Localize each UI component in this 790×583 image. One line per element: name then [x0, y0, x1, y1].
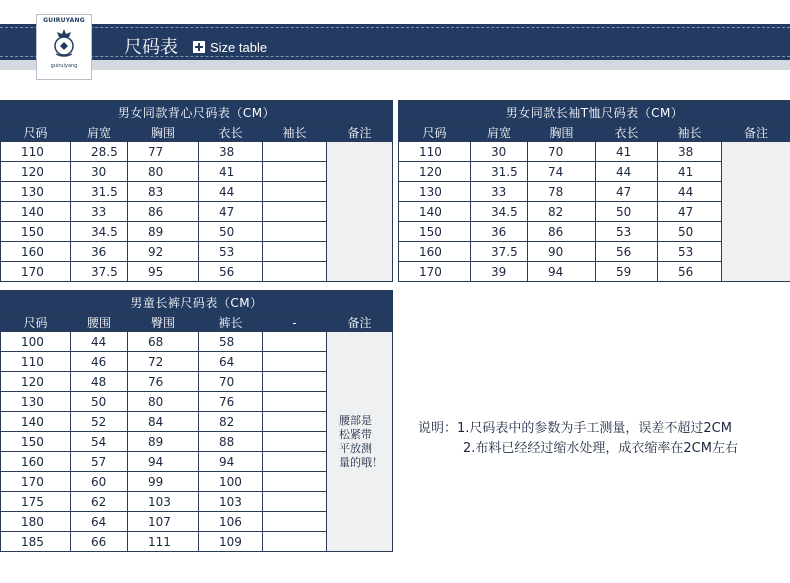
- table-cell: 59: [596, 262, 658, 282]
- table-cell: 48: [71, 372, 128, 392]
- table-cell: 99: [128, 472, 199, 492]
- table-cell: 41: [658, 162, 722, 182]
- column-header: 肩宽: [71, 124, 128, 142]
- column-header: 胸围: [528, 124, 596, 142]
- column-header: 肩宽: [471, 124, 528, 142]
- table-cell: 39: [471, 262, 528, 282]
- plus-icon: [193, 41, 205, 53]
- table-cell: 100: [199, 472, 263, 492]
- table-cell: 74: [528, 162, 596, 182]
- table-cell: 52: [71, 412, 128, 432]
- explanation-line-1: 说明：1.尺码表中的参数为手工测量，误差不超过2CM: [418, 421, 732, 436]
- table-cell: 36: [71, 242, 128, 262]
- table-cell: 47: [199, 202, 263, 222]
- table-cell: 53: [658, 242, 722, 262]
- table-cell: [263, 412, 327, 432]
- column-header: 裤长: [199, 314, 263, 332]
- remark-line: 量的哦！: [339, 455, 383, 469]
- table-cell: 111: [128, 532, 199, 552]
- table-cell: 170: [399, 262, 471, 282]
- table-cell: 56: [199, 262, 263, 282]
- table-cell: 57: [71, 452, 128, 472]
- table-cell: 83: [128, 182, 199, 202]
- table-cell: 50: [71, 392, 128, 412]
- table-cell: 150: [1, 222, 71, 242]
- table-caption: 男童长裤尺码表（CM）: [1, 291, 393, 314]
- table-cell: 175: [1, 492, 71, 512]
- table-cell: 150: [399, 222, 471, 242]
- table-cell: 72: [128, 352, 199, 372]
- table-cell: 80: [128, 162, 199, 182]
- table-cell: 82: [528, 202, 596, 222]
- table-cell: 88: [199, 432, 263, 452]
- table-cell: [263, 472, 327, 492]
- table-row: [399, 142, 790, 162]
- table-cell: 34.5: [71, 222, 128, 242]
- table-cell: 37.5: [471, 242, 528, 262]
- table-cell: 78: [528, 182, 596, 202]
- column-header: 袖长: [263, 124, 327, 142]
- explanation-note: [418, 419, 738, 459]
- pants-size-table: [0, 290, 393, 552]
- table-cell: 38: [658, 142, 722, 162]
- table-cell: 170: [1, 472, 71, 492]
- table-cell: 53: [596, 222, 658, 242]
- table-cell: 103: [128, 492, 199, 512]
- table-cell: 41: [596, 142, 658, 162]
- column-header: 尺码: [399, 124, 471, 142]
- table-cell: 103: [199, 492, 263, 512]
- table-cell: 36: [471, 222, 528, 242]
- table-cell: 130: [1, 392, 71, 412]
- logo-text: GUIRUYANG: [43, 17, 85, 24]
- header-shadow-band: [0, 60, 790, 70]
- table-cell: 56: [596, 242, 658, 262]
- table-cell: 180: [1, 512, 71, 532]
- table-cell: 68: [128, 332, 199, 352]
- table-cell: 30: [471, 142, 528, 162]
- table-cell: 37.5: [71, 262, 128, 282]
- tshirt-size-table: [398, 100, 790, 282]
- table-cell: 31.5: [71, 182, 128, 202]
- table-cell: 38: [199, 142, 263, 162]
- remark-line: 平放测: [339, 441, 372, 455]
- table-cell: 76: [199, 392, 263, 412]
- column-header: 衣长: [596, 124, 658, 142]
- table-cell: [263, 242, 327, 262]
- table-cell: 44: [199, 182, 263, 202]
- table-cell: 110: [399, 142, 471, 162]
- remark-line: 松紧带: [339, 427, 372, 441]
- table-cell: 89: [128, 432, 199, 452]
- table-cell: [263, 532, 327, 552]
- table-cell: 130: [1, 182, 71, 202]
- table-cell: 44: [658, 182, 722, 202]
- table-cell: [263, 372, 327, 392]
- table-cell: 44: [71, 332, 128, 352]
- column-header: 臀围: [128, 314, 199, 332]
- page-subtitle: Size table: [210, 40, 268, 55]
- table-cell: [263, 182, 327, 202]
- vest-size-table: [0, 100, 393, 282]
- table-cell: 150: [1, 432, 71, 452]
- table-cell: [263, 202, 327, 222]
- page-title: 尺码表: [124, 37, 178, 58]
- table-cell: 58: [199, 332, 263, 352]
- column-header: 尺码: [1, 314, 71, 332]
- table-cell: 50: [658, 222, 722, 242]
- table-cell: 86: [528, 222, 596, 242]
- table-cell: 46: [71, 352, 128, 372]
- table-cell: 160: [399, 242, 471, 262]
- table-cell: 47: [658, 202, 722, 222]
- table-cell: [263, 262, 327, 282]
- table-cell: 33: [471, 182, 528, 202]
- table-cell: 110: [1, 142, 71, 162]
- table-cell: 50: [596, 202, 658, 222]
- header-band: [0, 24, 790, 60]
- table-cell: 80: [128, 392, 199, 412]
- table-cell: 120: [399, 162, 471, 182]
- column-header: 备注: [722, 124, 790, 142]
- table-cell: 30: [71, 162, 128, 182]
- table-cell: 50: [199, 222, 263, 242]
- table-cell: 41: [199, 162, 263, 182]
- table-cell: 120: [1, 372, 71, 392]
- table-cell: 31.5: [471, 162, 528, 182]
- table-cell: 94: [528, 262, 596, 282]
- logo-subtext: guiruiyang: [50, 63, 78, 69]
- table-cell: 140: [1, 412, 71, 432]
- table-cell: 94: [199, 452, 263, 472]
- table-cell: 140: [399, 202, 471, 222]
- table-cell: 92: [128, 242, 199, 262]
- table-cell: 70: [528, 142, 596, 162]
- column-header: 袖长: [658, 124, 722, 142]
- table-cell: 28.5: [71, 142, 128, 162]
- table-cell: 107: [128, 512, 199, 532]
- table-cell: 82: [199, 412, 263, 432]
- table-cell: 160: [1, 242, 71, 262]
- table-cell: 120: [1, 162, 71, 182]
- table-cell: 64: [199, 352, 263, 372]
- table-cell: 54: [71, 432, 128, 452]
- table-cell: [263, 392, 327, 412]
- table-cell: [263, 432, 327, 452]
- table-cell: 89: [128, 222, 199, 242]
- table-cell: 86: [128, 202, 199, 222]
- table-cell: 47: [596, 182, 658, 202]
- table-cell: [263, 452, 327, 472]
- table-cell: 76: [128, 372, 199, 392]
- table-row: [1, 332, 393, 352]
- table-cell: 140: [1, 202, 71, 222]
- table-cell: 90: [528, 242, 596, 262]
- remark-cell: [722, 142, 790, 282]
- explanation-line-2: 2.布料已经经过缩水处理，成衣缩率在2CM左右: [463, 441, 738, 456]
- column-header: -: [263, 314, 327, 332]
- table-cell: [263, 352, 327, 372]
- table-caption: 男女同款背心尺码表（CM）: [1, 101, 393, 124]
- brand-logo: [36, 14, 92, 80]
- column-header: 备注: [327, 124, 393, 142]
- table-cell: 130: [399, 182, 471, 202]
- remark-cell: [327, 332, 393, 552]
- table-cell: 53: [199, 242, 263, 262]
- column-header: 备注: [327, 314, 393, 332]
- table-cell: 70: [199, 372, 263, 392]
- table-caption: 男女同款长袖T恤尺码表（CM）: [399, 101, 790, 124]
- remark-line: 腰部是: [339, 413, 372, 427]
- column-header: 衣长: [199, 124, 263, 142]
- table-cell: 44: [596, 162, 658, 182]
- table-cell: [263, 512, 327, 532]
- table-cell: 106: [199, 512, 263, 532]
- table-cell: 95: [128, 262, 199, 282]
- column-header: 胸围: [128, 124, 199, 142]
- table-cell: 84: [128, 412, 199, 432]
- table-cell: 60: [71, 472, 128, 492]
- table-cell: 185: [1, 532, 71, 552]
- column-header: 腰围: [71, 314, 128, 332]
- table-cell: 77: [128, 142, 199, 162]
- table-cell: 100: [1, 332, 71, 352]
- table-cell: [263, 332, 327, 352]
- table-cell: 34.5: [471, 202, 528, 222]
- table-cell: [263, 222, 327, 242]
- table-row: [1, 142, 393, 162]
- remark-cell: [327, 142, 393, 282]
- table-cell: 94: [128, 452, 199, 472]
- table-cell: 66: [71, 532, 128, 552]
- table-cell: 110: [1, 352, 71, 372]
- table-cell: [263, 162, 327, 182]
- table-cell: 170: [1, 262, 71, 282]
- crest-icon: [47, 26, 81, 60]
- table-cell: 62: [71, 492, 128, 512]
- table-cell: [263, 492, 327, 512]
- table-cell: 56: [658, 262, 722, 282]
- table-cell: 64: [71, 512, 128, 532]
- table-cell: 160: [1, 452, 71, 472]
- column-header: 尺码: [1, 124, 71, 142]
- table-cell: 33: [71, 202, 128, 222]
- table-cell: [263, 142, 327, 162]
- table-cell: 109: [199, 532, 263, 552]
